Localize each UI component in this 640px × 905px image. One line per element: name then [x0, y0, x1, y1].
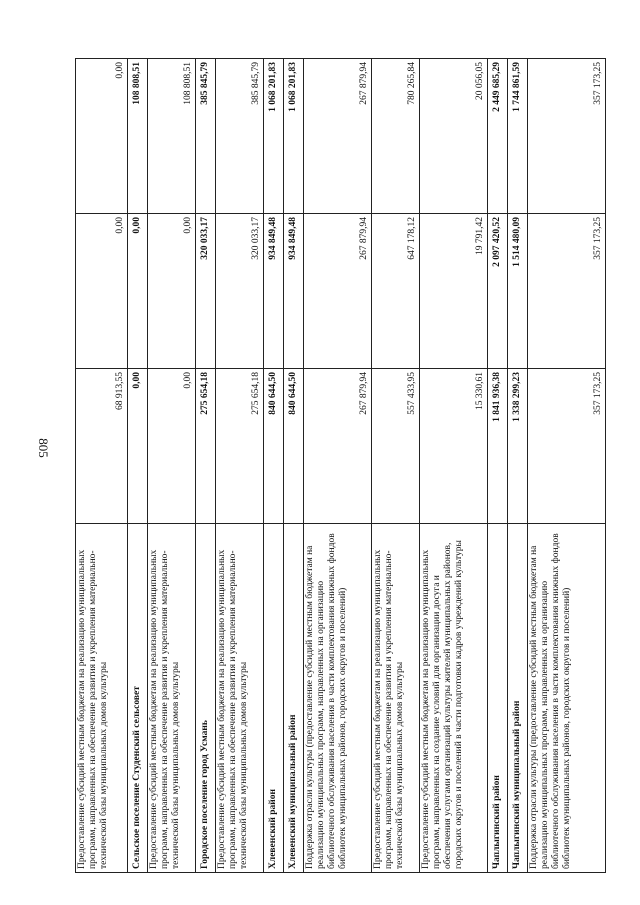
table-row	[76, 59, 128, 873]
row-value-3: 2 449 685,29	[488, 59, 508, 214]
table-row	[488, 59, 508, 873]
row-value-2: 1 514 480,09	[508, 214, 528, 369]
row-value-3: 1 068 201,83	[264, 59, 284, 214]
row-value-2: 934 849,48	[284, 214, 304, 369]
row-value-2: 320 033,17	[196, 214, 216, 369]
table-row	[128, 59, 148, 873]
row-description: Поддержка отрасли культуры (предоставление субсидий местным бюджетам на реализацию муниципальных программ, направленных на организацию библиотечного обслуживания населения в части комплектования книжных фондов библиотек муниципальных районов, городских округов и поселений)	[304, 524, 372, 873]
row-value-3: 20 056,05	[420, 59, 488, 214]
row-description: Предоставление субсидий местным бюджетам на реализацию муниципальных программ, направленных на обеспечение развития и укрепления материально-технической базы муниципальных домов культуры	[216, 524, 264, 873]
table-row	[148, 59, 196, 873]
table-row	[528, 59, 606, 873]
row-value-2: 357 173,25	[528, 214, 606, 369]
row-value-3: 0,00	[76, 59, 128, 214]
row-value-1: 68 913,55	[76, 369, 128, 524]
row-description: Предоставление субсидий местным бюджетам на реализацию муниципальных программ, направленных на обеспечение развития и укрепления материально-технической базы муниципальных домов культуры	[372, 524, 420, 873]
row-value-2: 320 033,17	[216, 214, 264, 369]
row-value-1: 357 173,25	[528, 369, 606, 524]
row-value-1: 840 644,50	[284, 369, 304, 524]
row-description: Чаплыгинский муниципальный район	[508, 524, 528, 873]
row-value-2: 19 791,42	[420, 214, 488, 369]
page-number: 805	[36, 438, 51, 458]
row-description: Предоставление субсидий местным бюджетам на реализацию муниципальных программ, направленных на обеспечение развития и укрепления материально-технической базы муниципальных домов культуры	[76, 524, 128, 873]
row-value-2: 934 849,48	[264, 214, 284, 369]
row-description: Предоставление субсидий местным бюджетам на реализацию муниципальных программ, направленных на обеспечение развития и укрепления материально-технической базы муниципальных домов культуры	[148, 524, 196, 873]
row-value-3: 780 265,84	[372, 59, 420, 214]
row-value-3: 267 879,94	[304, 59, 372, 214]
row-value-3: 1 744 861,59	[508, 59, 528, 214]
row-value-1: 267 879,94	[304, 369, 372, 524]
row-value-2: 267 879,94	[304, 214, 372, 369]
row-value-1: 275 654,18	[216, 369, 264, 524]
row-description: Хлевенский муниципальный район	[284, 524, 304, 873]
budget-table	[75, 58, 606, 873]
row-description: Поддержка отрасли культуры (предоставление субсидий местным бюджетам на реализацию муниципальных программ, направленных на организацию библиотечного обслуживания населения в части комплектования книжных фондов библиотек муниципальных районов, городских округов и поселений)	[528, 524, 606, 873]
row-description: Хлевенский район	[264, 524, 284, 873]
row-value-2: 0,00	[148, 214, 196, 369]
row-description: Предоставление субсидий местным бюджетам на реализацию муниципальных программ, направленных на создание условий для организации досуга и обеспечения услугами организаций культуры жителей муниципальных районов, городских округов и поселений в части подготовки кадров учреждений культуры	[420, 524, 488, 873]
row-value-1: 0,00	[128, 369, 148, 524]
row-value-2: 0,00	[128, 214, 148, 369]
table-row	[196, 59, 216, 873]
row-value-2: 647 178,12	[372, 214, 420, 369]
table-row	[216, 59, 264, 873]
row-description: Чаплыгинский район	[488, 524, 508, 873]
row-value-2: 2 097 420,52	[488, 214, 508, 369]
table-row	[264, 59, 284, 873]
row-value-1: 15 330,61	[420, 369, 488, 524]
table-area	[75, 58, 605, 873]
table-row	[420, 59, 488, 873]
row-description: Сельское поселение Студенский сельсовет	[128, 524, 148, 873]
row-value-1: 1 338 299,23	[508, 369, 528, 524]
row-value-1: 1 841 936,38	[488, 369, 508, 524]
row-value-2: 0,00	[76, 214, 128, 369]
row-value-1: 840 644,50	[264, 369, 284, 524]
row-value-3: 357 173,25	[528, 59, 606, 214]
table-row	[372, 59, 420, 873]
row-value-3: 385 845,79	[196, 59, 216, 214]
row-value-3: 385 845,79	[216, 59, 264, 214]
rotated-table-wrapper	[75, 58, 605, 873]
row-value-1: 0,00	[148, 369, 196, 524]
table-row	[304, 59, 372, 873]
row-description: Городское поселение город Усмань	[196, 524, 216, 873]
table-row	[284, 59, 304, 873]
row-value-3: 108 808,51	[148, 59, 196, 214]
row-value-3: 108 808,51	[128, 59, 148, 214]
row-value-1: 275 654,18	[196, 369, 216, 524]
row-value-1: 557 433,95	[372, 369, 420, 524]
table-row	[508, 59, 528, 873]
row-value-3: 1 068 201,83	[284, 59, 304, 214]
